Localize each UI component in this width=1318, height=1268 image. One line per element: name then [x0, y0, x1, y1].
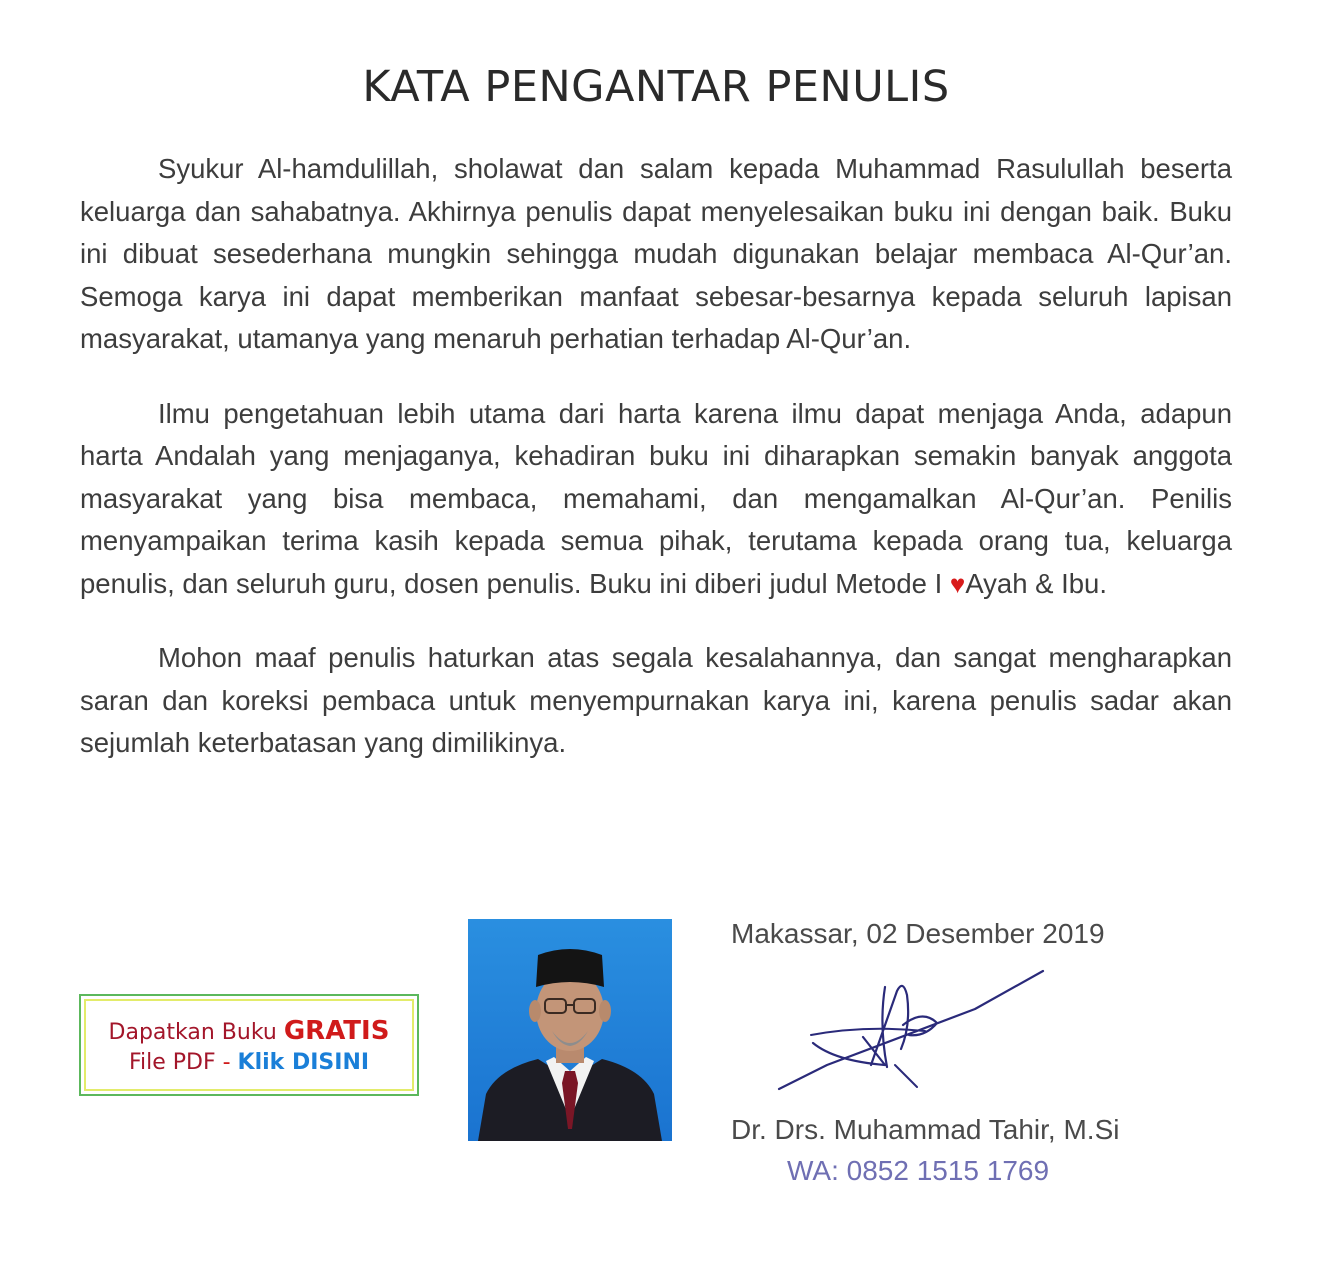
paragraph-3: Mohon maaf penulis haturkan atas segala kesalahannya, dan sangat mengharapkan saran dan koreksi pembaca untuk menyempurnakan karya ini, karena penulis sadar akan sejumlah keterbatasan yang dimilikinya.	[80, 642, 1232, 758]
promo-separator: -	[215, 1049, 238, 1075]
author-photo	[468, 919, 672, 1141]
foreword-body	[80, 148, 1232, 797]
paragraph-2-text: Ilmu pengetahuan lebih utama dari harta karena ilmu dapat menjaga Anda, adapun harta Andalah yang menjaganya, kehadiran buku ini diharapkan semakin banyak anggota masyarakat yang bisa membaca, memahami, dan mengamalkan Al-Qur’an. Penilis menyampaikan terima kasih kepada semua pihak, terutama kepada orang tua, keluarga penulis, dan seluruh guru, dosen penulis. Buku ini diberi judul Metode I	[80, 397, 1232, 599]
free-pdf-promo-button[interactable]	[79, 994, 419, 1096]
paragraph-2	[80, 393, 1232, 606]
place-and-date: Makassar, 02 Desember 2019	[731, 918, 1105, 949]
author-name: Dr. Drs. Muhammad Tahir, M.Si	[731, 1114, 1120, 1145]
heart-icon: ♥	[949, 568, 966, 599]
page-title: KATA PENGANTAR PENULIS	[362, 62, 950, 112]
promo-line-2-text: File PDF	[128, 1049, 216, 1075]
promo-gratis-label: GRATIS	[283, 1015, 390, 1046]
paragraph-1: Syukur Al-hamdulillah, sholawat dan salam kepada Muhammad Rasulullah beserta keluarga dan sahabatnya. Akhirnya penulis dapat menyelesaikan buku ini dengan baik. Buku ini dibuat sesederhana mungkin sehingga mudah digunakan belajar membaca Al-Qur’an. Semoga karya ini dapat memberikan manfaat sebesar-besarnya kepada seluruh lapisan masyarakat, utamanya yang menaruh perhatian terhadap Al-Qur’an.	[80, 153, 1232, 354]
promo-line-2	[129, 1050, 369, 1075]
promo-download-link[interactable]: Klik DISINI	[237, 1049, 370, 1075]
promo-inner-frame[interactable]	[84, 999, 414, 1091]
paragraph-2-tail: Ayah & Ibu.	[965, 567, 1107, 599]
whatsapp-contact[interactable]: WA: 0852 1515 1769	[787, 1155, 1050, 1186]
promo-line-1-text: Dapatkan Buku	[108, 1019, 284, 1045]
promo-line-1	[109, 1016, 390, 1046]
author-signature	[775, 965, 1055, 1100]
author-portrait-illustration	[468, 919, 672, 1141]
